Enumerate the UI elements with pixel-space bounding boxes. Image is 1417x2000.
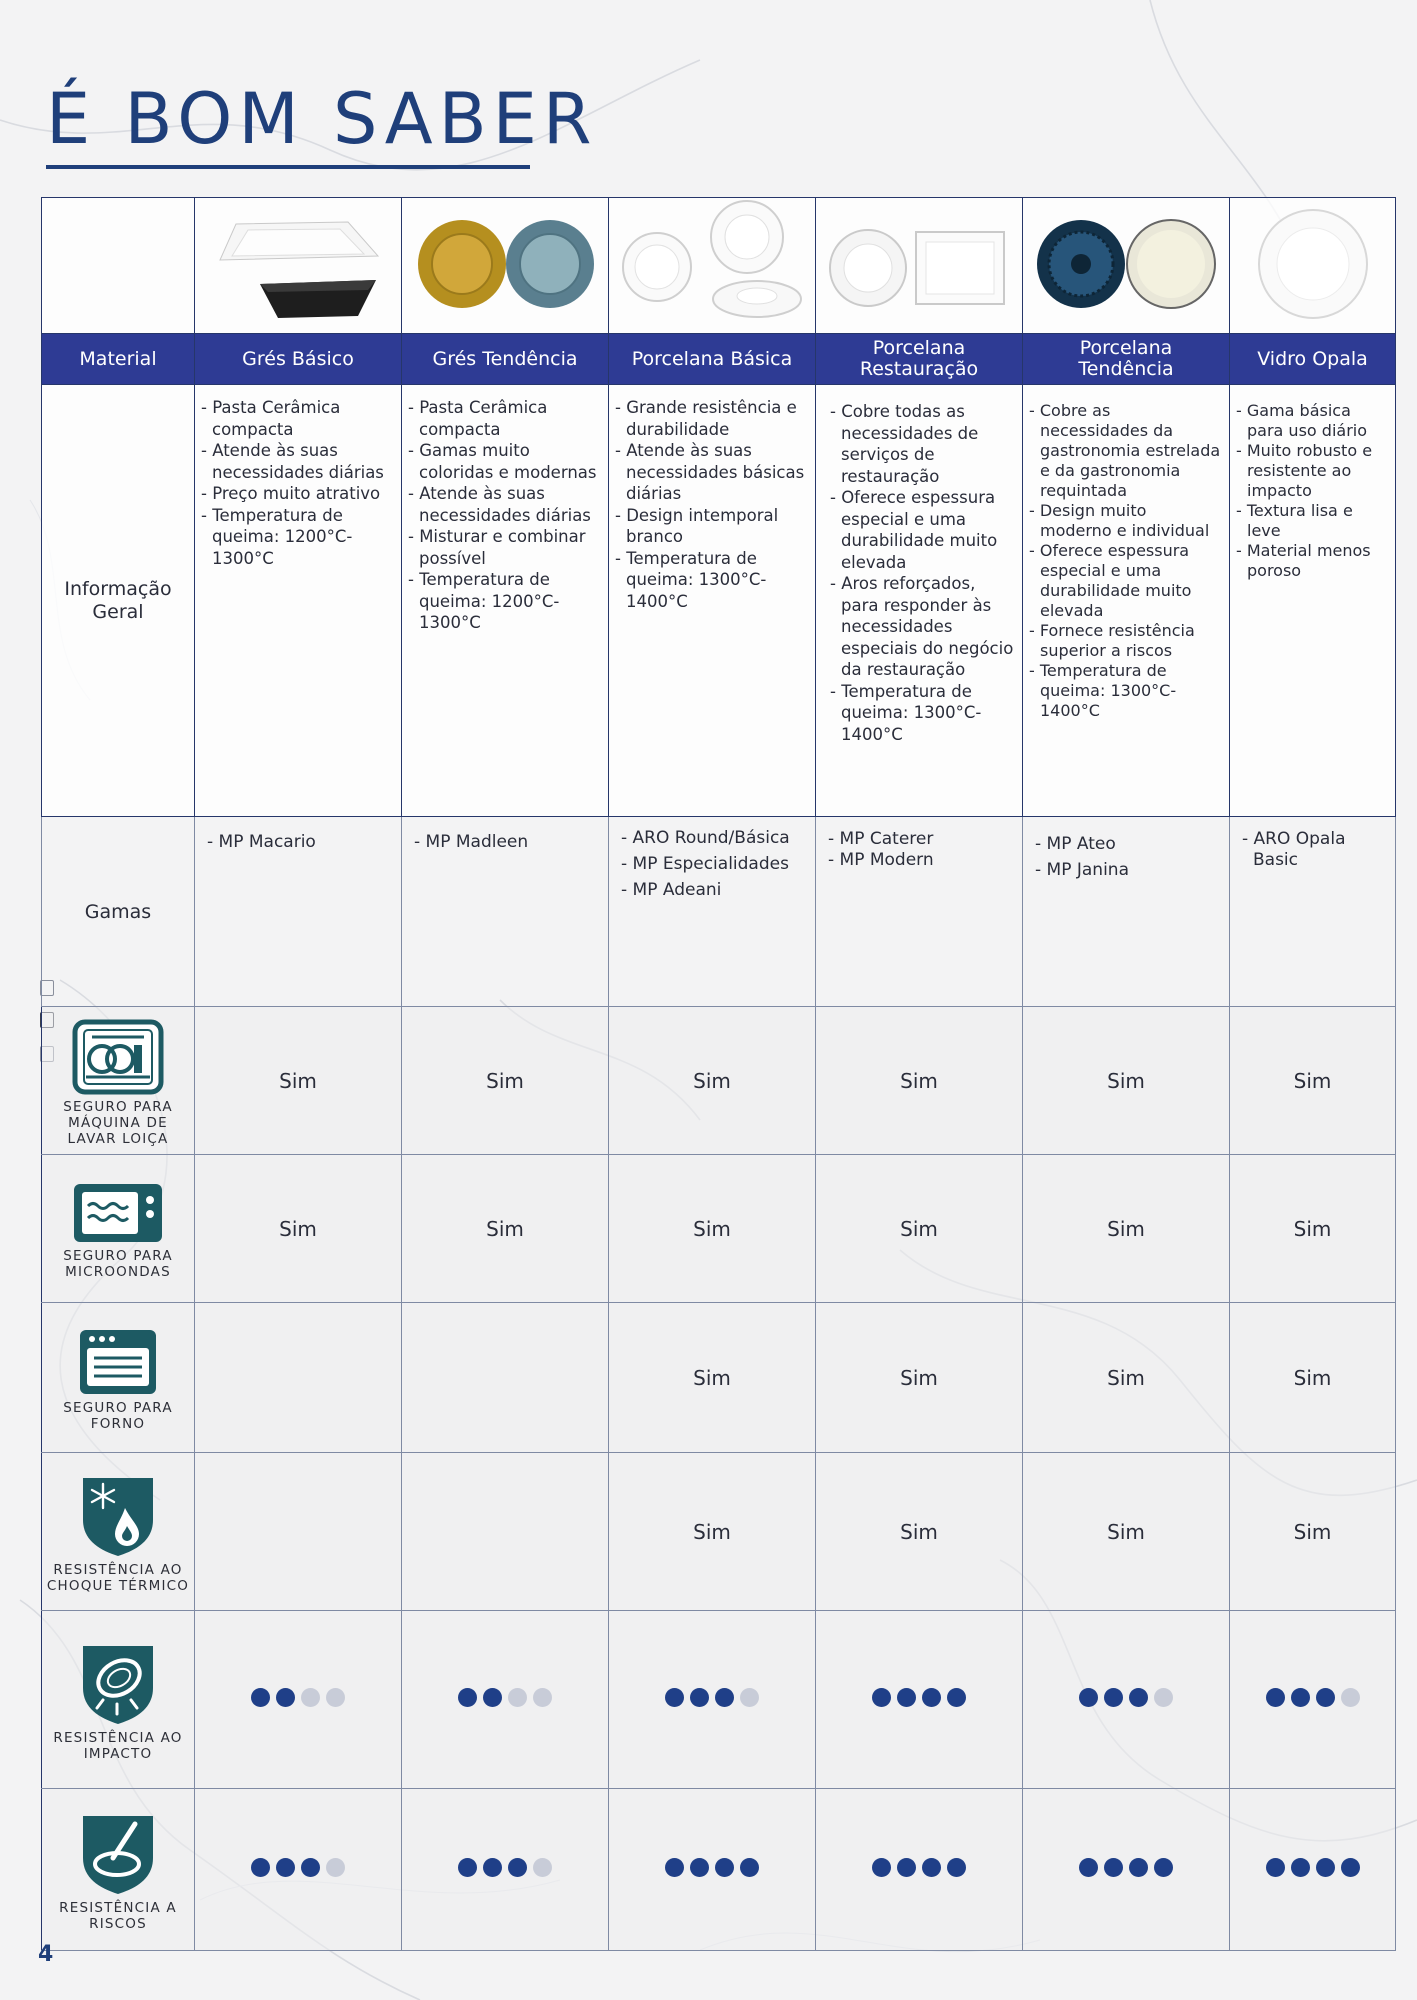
microwave-label: SEGURO PARA MICROONDAS: [63, 1247, 173, 1280]
impact-rating: [609, 1611, 816, 1789]
gamas-row-label: Gamas: [42, 817, 195, 1007]
rating-dot-filled: [1291, 1688, 1310, 1707]
material-header-row: [42, 334, 1396, 385]
thermal-shock-value: Sim: [609, 1453, 816, 1611]
rating-dot-filled: [665, 1858, 684, 1877]
impact-resistance-icon: [79, 1642, 157, 1726]
page-title: É BOM SABER: [46, 78, 598, 160]
scratch-rating: [1023, 1789, 1230, 1951]
info-cell: - Pasta Cerâmica compacta - Gamas muito coloridas e modernas - Atende às suas necessidades diárias - Misturar e combinar possível - Temperatura de queima: 1200°C-1300°C: [402, 385, 609, 817]
impact-rating: [402, 1611, 609, 1789]
dishwasher-value: Sim: [1230, 1007, 1396, 1155]
product-image-vidro-opala: [1230, 198, 1396, 334]
scratch-label-cell: [42, 1789, 195, 1951]
microwave-label-cell: [42, 1155, 195, 1303]
rating-dot-filled: [897, 1858, 916, 1877]
rating-dot-filled: [1079, 1858, 1098, 1877]
rating-dot-empty: [533, 1858, 552, 1877]
header-porcelana-restauracao: Porcelana Restauração: [816, 334, 1023, 385]
microwave-value: Sim: [1230, 1155, 1396, 1303]
rating-dot-filled: [922, 1688, 941, 1707]
thermal-shock-row: [42, 1453, 1396, 1611]
rating-dot-filled: [665, 1688, 684, 1707]
dishwasher-value: Sim: [195, 1007, 402, 1155]
info-cell: - Pasta Cerâmica compacta - Atende às suas necessidades diárias - Preço muito atrativo - Temperatura de queima: 1200°C-1300°C: [195, 385, 402, 817]
rating-dot-filled: [301, 1858, 320, 1877]
dishwasher-label-cell: [42, 1007, 195, 1155]
thermal-shock-value: [195, 1453, 402, 1611]
rating-dot-filled: [740, 1858, 759, 1877]
header-gres-tendencia: Grés Tendência: [402, 334, 609, 385]
rating-dot-filled: [1291, 1858, 1310, 1877]
scratch-resistance-row: [42, 1789, 1396, 1951]
rating-dot-filled: [872, 1858, 891, 1877]
rating-dot-filled: [508, 1858, 527, 1877]
rating-dot-filled: [1154, 1858, 1173, 1877]
rating-dot-empty: [740, 1688, 759, 1707]
oven-value: Sim: [609, 1303, 816, 1453]
rating-dot-filled: [458, 1688, 477, 1707]
rating-dot-filled: [1104, 1688, 1123, 1707]
impact-rating: [816, 1611, 1023, 1789]
scratch-resistance-icon: [79, 1812, 157, 1896]
rating-dot-filled: [1266, 1858, 1285, 1877]
gamas-cell: - ARO Round/Básica - MP Especialidades - MP Adeani: [609, 817, 816, 1007]
rating-dot-filled: [251, 1688, 270, 1707]
rating-dot-filled: [1341, 1858, 1360, 1877]
rating-dot-filled: [715, 1858, 734, 1877]
microwave-value: Sim: [816, 1155, 1023, 1303]
header-porcelana-basica: Porcelana Básica: [609, 334, 816, 385]
gamas-cell: - MP Caterer - MP Modern: [816, 817, 1023, 1007]
microwave-value: Sim: [195, 1155, 402, 1303]
scratch-rating: [609, 1789, 816, 1951]
microwave-icon: [72, 1182, 164, 1244]
info-cell: - Gama básica para uso diário - Muito robusto e resistente ao impacto - Textura lisa e leve - Material menos poroso: [1230, 385, 1396, 817]
rating-dot-filled: [483, 1688, 502, 1707]
thermal-shock-value: [402, 1453, 609, 1611]
comparison-table: [41, 197, 1396, 1951]
product-image-porcelana-tendencia: [1023, 198, 1230, 334]
rating-dot-empty: [1154, 1688, 1173, 1707]
thermal-shock-icon: [79, 1474, 157, 1558]
rating-dot-filled: [1104, 1858, 1123, 1877]
impact-rating: [195, 1611, 402, 1789]
microwave-value: Sim: [402, 1155, 609, 1303]
impact-label: RESISTÊNCIA AO IMPACTO: [53, 1729, 183, 1762]
product-image-row: [42, 198, 1396, 334]
gamas-cell: - ARO Opala Basic: [1230, 817, 1396, 1007]
info-row-label: Informação Geral: [42, 385, 195, 817]
thermal-shock-label: RESISTÊNCIA AO CHOQUE TÉRMICO: [46, 1561, 190, 1594]
rating-dot-filled: [276, 1688, 295, 1707]
header-vidro-opala: Vidro Opala: [1230, 334, 1396, 385]
rating-dot-empty: [533, 1688, 552, 1707]
rating-dot-filled: [947, 1688, 966, 1707]
dishwasher-value: Sim: [816, 1007, 1023, 1155]
oven-icon: [78, 1328, 158, 1396]
info-cell: - Grande resistência e durabilidade - Atende às suas necessidades básicas diárias - Design intemporal branco - Temperatura de queima: 1300°C-1400°C: [609, 385, 816, 817]
oven-label-cell: [42, 1303, 195, 1453]
thermal-shock-value: Sim: [816, 1453, 1023, 1611]
header-material-label: Material: [42, 334, 195, 385]
info-cell: - Cobre as necessidades da gastronomia estrelada e da gastronomia requintada - Design muito moderno e individual - Oferece espessura especial e uma durabilidade muito elevada - Fornece resistência superior a riscos - Temperatura de queima: 1300°C-1400°C: [1023, 385, 1230, 817]
rating-dot-filled: [690, 1688, 709, 1707]
rating-dot-filled: [1266, 1688, 1285, 1707]
title-underline: [46, 165, 530, 169]
scratch-rating: [195, 1789, 402, 1951]
rating-dot-filled: [458, 1858, 477, 1877]
dishwasher-row: [42, 1007, 1396, 1155]
oven-label: SEGURO PARA FORNO: [63, 1399, 173, 1432]
oven-row: [42, 1303, 1396, 1453]
rating-dot-filled: [1129, 1688, 1148, 1707]
oven-value: Sim: [1023, 1303, 1230, 1453]
rating-dot-filled: [1316, 1688, 1335, 1707]
rating-dot-filled: [276, 1858, 295, 1877]
scratch-rating: [816, 1789, 1023, 1951]
product-image-porcelana-restauracao: [816, 198, 1023, 334]
dishwasher-label: SEGURO PARA MÁQUINA DE LAVAR LOIÇA: [63, 1098, 173, 1147]
rating-dot-filled: [1129, 1858, 1148, 1877]
rating-dot-empty: [1341, 1688, 1360, 1707]
microwave-value: Sim: [1023, 1155, 1230, 1303]
scratch-rating: [1230, 1789, 1396, 1951]
gamas-cell: - MP Ateo - MP Janina: [1023, 817, 1230, 1007]
general-info-row: [42, 385, 1396, 817]
impact-resistance-row: [42, 1611, 1396, 1789]
rating-dot-filled: [897, 1688, 916, 1707]
header-porcelana-tendencia: Porcelana Tendência: [1023, 334, 1230, 385]
gamas-cell: - MP Macario: [195, 817, 402, 1007]
product-image-gres-basico: [195, 198, 402, 334]
thermal-shock-value: Sim: [1023, 1453, 1230, 1611]
rating-dot-filled: [715, 1688, 734, 1707]
impact-rating: [1230, 1611, 1396, 1789]
gamas-cell: - MP Madleen: [402, 817, 609, 1007]
impact-rating: [1023, 1611, 1230, 1789]
rating-dot-filled: [922, 1858, 941, 1877]
rating-dot-empty: [326, 1688, 345, 1707]
scratch-rating: [402, 1789, 609, 1951]
scratch-label: RESISTÊNCIA A RISCOS: [59, 1899, 177, 1932]
dishwasher-value: Sim: [402, 1007, 609, 1155]
rating-dot-filled: [1316, 1858, 1335, 1877]
info-cell: - Cobre todas as necessidades de serviços de restauração - Oferece espessura especial e uma durabilidade muito elevada - Aros reforçados, para responder às necessidades especiais do negócio da restauração - Temperatura de queima: 1300°C-1400°C: [816, 385, 1023, 817]
thermal-shock-label-cell: [42, 1453, 195, 1611]
header-gres-basico: Grés Básico: [195, 334, 402, 385]
dishwasher-value: Sim: [609, 1007, 816, 1155]
oven-value: Sim: [1230, 1303, 1396, 1453]
microwave-value: Sim: [609, 1155, 816, 1303]
rating-dot-filled: [947, 1858, 966, 1877]
microwave-row: [42, 1155, 1396, 1303]
rating-dot-filled: [251, 1858, 270, 1877]
page-number: 4: [38, 1942, 54, 1967]
oven-value: [402, 1303, 609, 1453]
rating-dot-empty: [326, 1858, 345, 1877]
rating-dot-filled: [483, 1858, 502, 1877]
rating-dot-filled: [872, 1688, 891, 1707]
ranges-row: [42, 817, 1396, 1007]
dishwasher-icon: [72, 1019, 164, 1095]
rating-dot-filled: [1079, 1688, 1098, 1707]
rating-dot-empty: [508, 1688, 527, 1707]
product-image-gres-tendencia: [402, 198, 609, 334]
dishwasher-value: Sim: [1023, 1007, 1230, 1155]
impact-label-cell: [42, 1611, 195, 1789]
thermal-shock-value: Sim: [1230, 1453, 1396, 1611]
oven-value: [195, 1303, 402, 1453]
empty-corner-cell: [42, 198, 195, 334]
rating-dot-empty: [301, 1688, 320, 1707]
oven-value: Sim: [816, 1303, 1023, 1453]
product-image-porcelana-basica: [609, 198, 816, 334]
rating-dot-filled: [690, 1858, 709, 1877]
